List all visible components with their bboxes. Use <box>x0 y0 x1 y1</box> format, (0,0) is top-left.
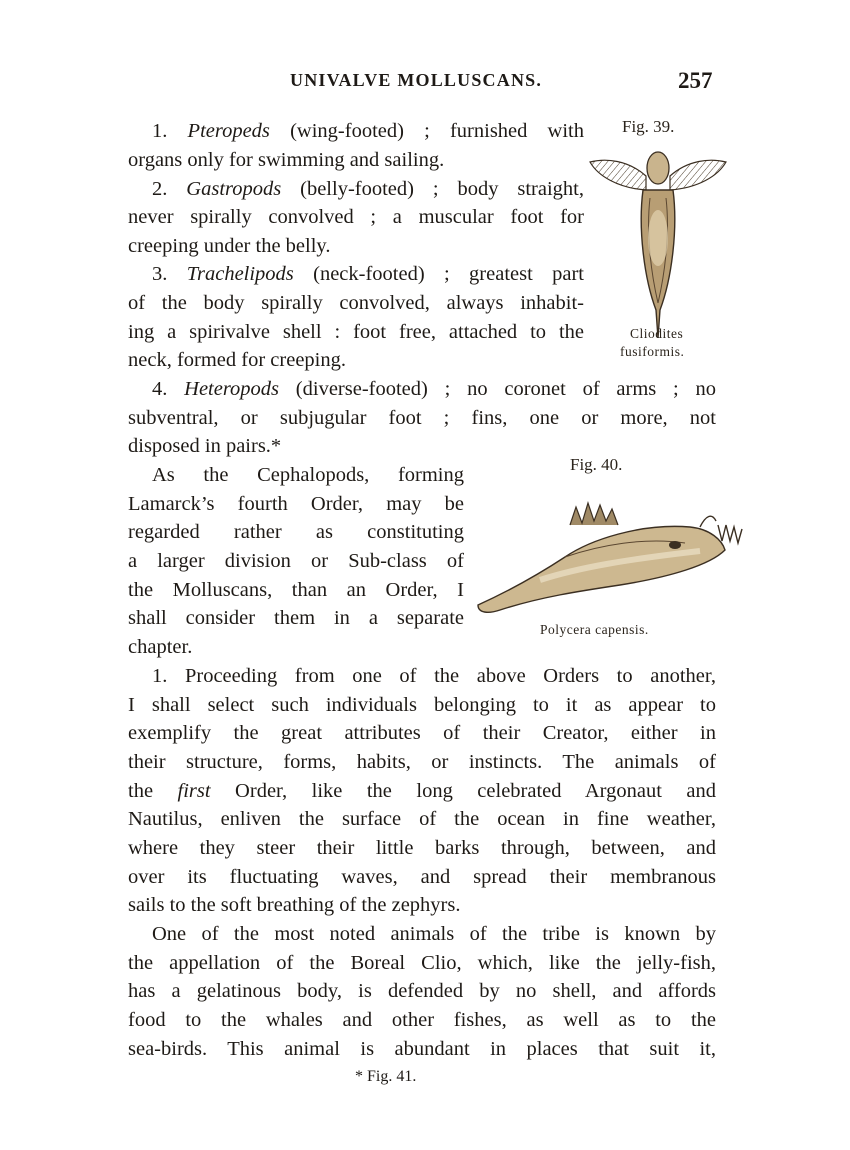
text-line-32: food to the whales and other fishes, as well as to the <box>128 1009 716 1031</box>
text-line-10: 4. Heteropods (diverse-footed) ; no coronet of arms ; no <box>152 378 716 400</box>
footnote: * Fig. 41. <box>355 1068 417 1085</box>
text-line-14: Lamarck’s fourth Order, may be <box>128 493 464 515</box>
text-line-7: of the body spirally convolved, always inhabit- <box>128 292 584 314</box>
term-first: first <box>177 780 211 802</box>
text-line-19: chapter. <box>128 636 193 658</box>
text-line-29: One of the most noted animals of the tribe is known by <box>152 923 716 945</box>
text-line-20: 1. Proceeding from one of the above Orders to another, <box>152 665 716 687</box>
text-line-30: the appellation of the Boreal Clio, which, like the jelly-fish, <box>128 952 716 974</box>
text-line-17: the Molluscans, than an Order, I <box>128 579 464 601</box>
text-line-18: shall consider them in a separate <box>128 607 464 629</box>
text-line-22: exemplify the great attributes of their Creator, either in <box>128 722 716 744</box>
text-line-9: neck, formed for creeping. <box>128 349 346 371</box>
fig39-label: Fig. 39. <box>622 117 675 136</box>
term-gastropods: Gastropods <box>186 178 282 200</box>
text-line-27: over its fluctuating waves, and spread their membranous <box>128 866 716 888</box>
term-pteropeds: Pteropeds <box>187 120 270 142</box>
fig39-clio-illustration <box>588 138 728 343</box>
text-line-26: where they steer their little barks through, between, and <box>128 837 716 859</box>
page-number: 257 <box>678 68 713 93</box>
text-line-33: sea-birds. This animal is abundant in places that suit it, <box>128 1038 716 1060</box>
text-line-4: never spirally convolved ; a muscular foot for <box>128 206 584 228</box>
text-line-16: a larger division or Sub-class of <box>128 550 464 572</box>
fig40-caption: Polycera capensis. <box>540 622 649 637</box>
text-line-28: sails to the soft breathing of the zephyrs. <box>128 894 461 916</box>
text-line-11: subventral, or subjugular foot ; fins, one or more, not <box>128 407 716 429</box>
text-line-31: has a gelatinous body, is defended by no shell, and affords <box>128 980 716 1002</box>
fig40-label: Fig. 40. <box>570 455 623 474</box>
text-line-24: the first Order, like the long celebrated Argonaut and <box>128 780 717 802</box>
fig39-caption-line1: Cliodites <box>630 326 684 341</box>
text-line-5: creeping under the belly. <box>128 235 331 257</box>
term-trachelipods: Trachelipods <box>186 263 294 285</box>
running-header: UNIVALVE MOLLUSCANS. <box>290 70 543 90</box>
text-line-3: 2. Gastropods (belly-footed) ; body straight, <box>152 178 584 200</box>
text-line-21: I shall select such individuals belonging to it as appear to <box>128 694 716 716</box>
text-line-6: 3. Trachelipods (neck-footed) ; greatest part <box>152 263 585 285</box>
text-line-12: disposed in pairs.* <box>128 435 282 457</box>
term-heteropods: Heteropods <box>184 378 280 400</box>
text-line-13: As the Cephalopods, forming <box>152 464 464 486</box>
text-line-1: 1. Pteropeds (wing-footed) ; furnished with <box>152 120 585 142</box>
fig40-polycera-illustration <box>470 485 750 620</box>
text-line-2: organs only for swimming and sailing. <box>128 149 445 171</box>
fig39-caption-line2: fusiformis. <box>620 344 685 359</box>
text-line-25: Nautilus, enliven the surface of the ocean in fine weather, <box>128 808 716 830</box>
text-line-8: ing a spirivalve shell : foot free, attached to the <box>128 321 584 343</box>
text-line-15: regarded rather as constituting <box>128 521 464 543</box>
text-line-23: their structure, forms, habits, or instincts. The animals of <box>128 751 716 773</box>
